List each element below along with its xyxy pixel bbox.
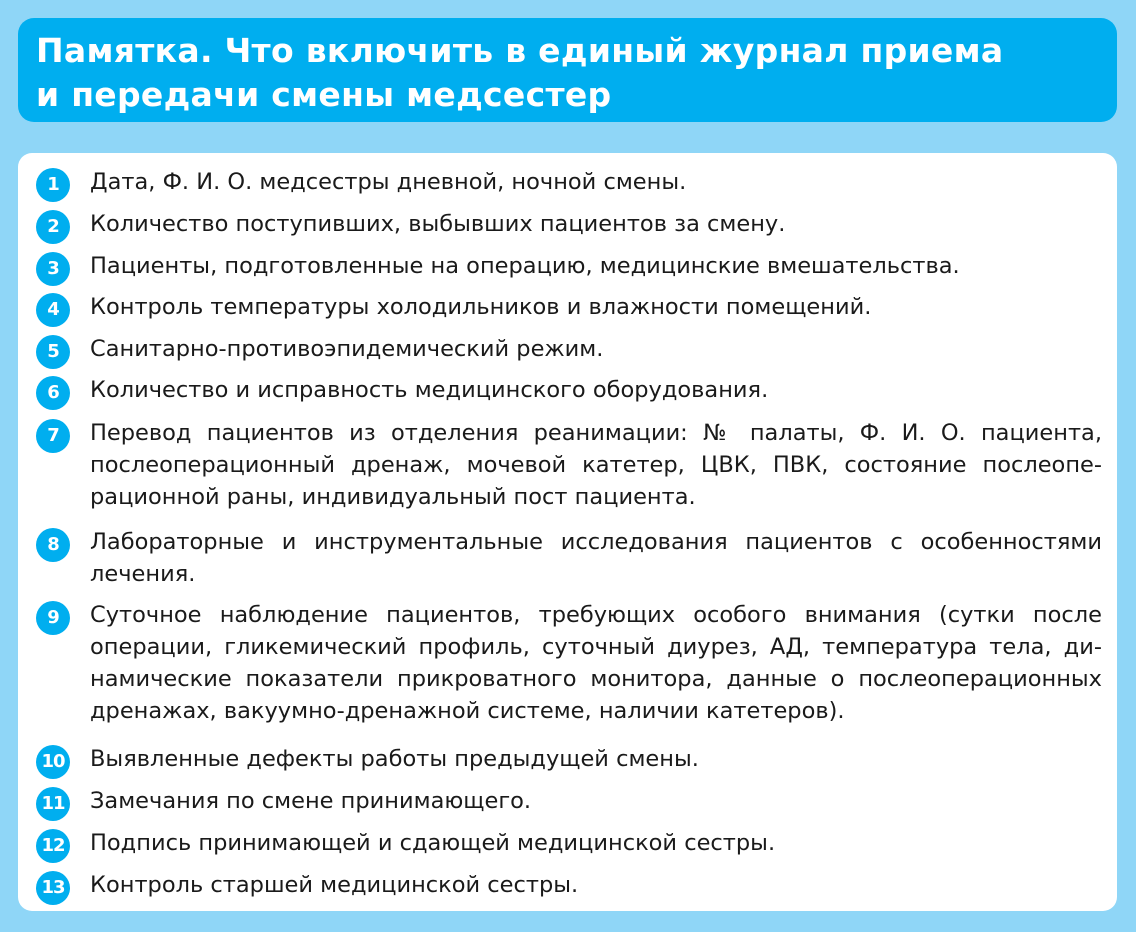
item-number-badge: 5 <box>36 335 70 369</box>
item-number-badge: 12 <box>36 829 70 863</box>
item-text: Суточное наблюдение пациентов, требующих особого внимания (сутки после операции, гликемический профиль, суточный диурез, АД, температура тела, динамические показатели прикроватного монитора, данные о послеоперационных дренажах, вакуумно-дренажной системе, наличии катетеров). <box>90 602 1102 724</box>
item-text: Пациенты, подготовленные на операцию, медицинские вмешательства. <box>90 253 960 279</box>
item-number-badge: 6 <box>36 376 70 410</box>
checklist-card <box>18 153 1117 911</box>
item-text: Дата, Ф. И. О. медсестры дневной, ночной смены. <box>90 169 687 195</box>
item-text: Выявленные дефекты работы предыдущей смены. <box>90 746 699 772</box>
item-number-badge: 9 <box>36 601 70 635</box>
title-line-1: Памятка. Что включить в единый журнал приема <box>36 31 1004 70</box>
item-text: Количество поступивших, выбывших пациентов за смену. <box>90 211 786 237</box>
memo-header <box>18 18 1117 122</box>
item-number-badge: 4 <box>36 293 70 327</box>
item-text: Лабораторные и инструментальные исследования пациентов с особенностями лечения. <box>90 529 1102 587</box>
item-text: Замечания по смене принимающего. <box>90 788 532 814</box>
memo-title <box>36 29 1117 117</box>
item-number-badge: 1 <box>36 168 70 202</box>
item-text: Подпись принимающей и сдающей медицинской сестры. <box>90 830 776 856</box>
item-number-badge: 3 <box>36 252 70 286</box>
item-text: Перевод пациентов из отделения реанимации: № палаты, Ф. И. О. пациента, послеоперационный дренаж, мочевой катетер, ЦВК, ПВК, состояние послеоперационной раны, индивидуальный пост пациента. <box>90 420 1102 510</box>
item-number-badge: 13 <box>36 871 70 905</box>
item-text: Контроль температуры холодильников и влажности помещений. <box>90 294 872 320</box>
item-text: Контроль старшей медицинской сестры. <box>90 872 579 898</box>
item-text: Санитарно-противоэпидемический режим. <box>90 336 604 362</box>
item-number-badge: 10 <box>36 745 70 779</box>
item-number-badge: 8 <box>36 528 70 562</box>
title-line-2: и передачи смены медсестер <box>36 75 612 114</box>
item-number-badge: 11 <box>36 787 70 821</box>
item-number-badge: 2 <box>36 210 70 244</box>
item-number-badge: 7 <box>36 419 70 453</box>
item-text: Количество и исправность медицинского оборудования. <box>90 377 769 403</box>
